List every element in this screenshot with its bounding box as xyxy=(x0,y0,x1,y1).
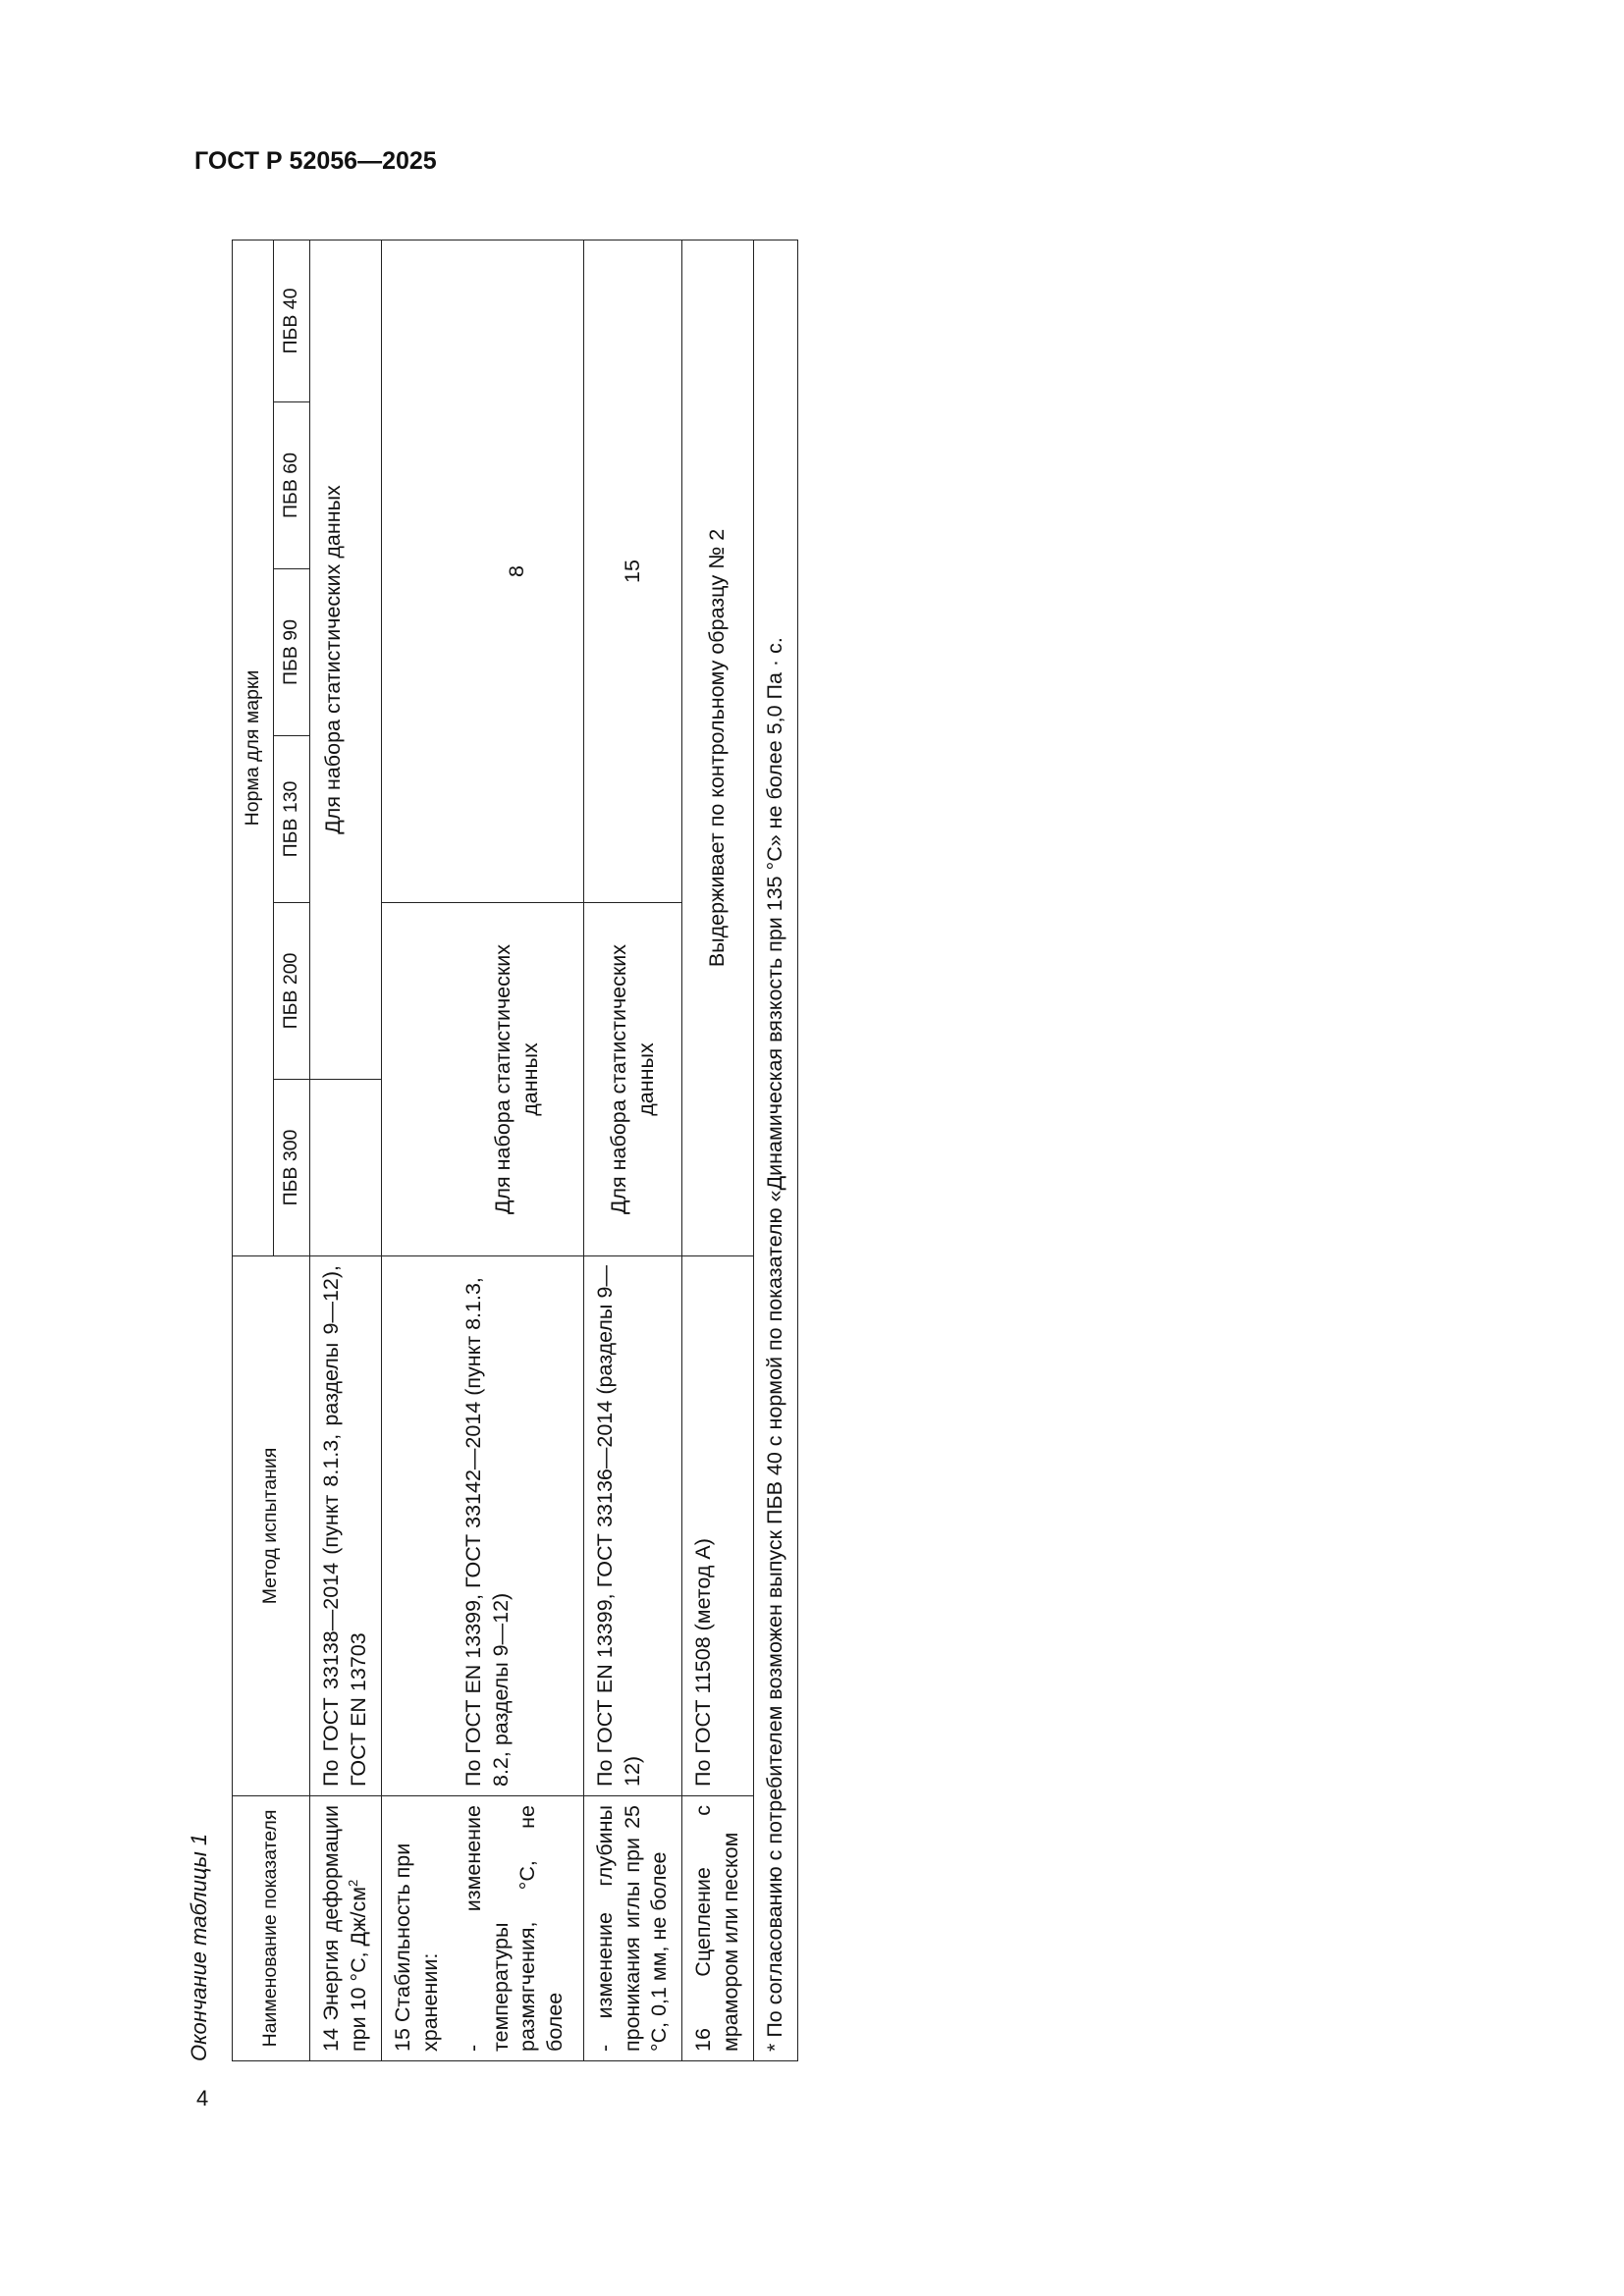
table-row xyxy=(309,240,381,2060)
header-name: Наименование показателя xyxy=(233,1796,310,2061)
grade-pbv40: ПБВ 40 xyxy=(274,240,309,401)
row14-method: По ГОСТ 33138—2014 (пункт 8.1.3, разделы 9—12), ГОСТ EN 13703 xyxy=(309,1256,381,1796)
row14-pbv300-empty xyxy=(309,1080,381,1256)
row15a-method: По ГОСТ EN 13399, ГОСТ 33142—2014 (пункт 8.1.3, 8.2, разделы 9—12) xyxy=(453,1256,584,1796)
document-header: ГОСТ Р 52056—2025 xyxy=(194,147,437,175)
table-footnote: * По согласованию с потребителем возможен выпуск ПБВ 40 с нормой по показателю «Динамическая вязкость при 135 °С» не более 5,0 Па · с. xyxy=(754,240,798,2060)
row15a-value-num: 8 xyxy=(453,240,584,902)
table-caption: Окончание таблицы 1 xyxy=(187,1833,211,2061)
row16-name: 16 Сцепление с мрамором или песком xyxy=(682,1796,754,2061)
row14-value: Для набора статистических данных xyxy=(309,240,381,1079)
rotated-table-block xyxy=(187,196,835,2061)
row14-name-sup: 2 xyxy=(345,1879,360,1887)
row15-values-empty-left xyxy=(381,903,452,1256)
grade-pbv300: ПБВ 300 xyxy=(274,1080,309,1256)
page-number: 4 xyxy=(196,2086,209,2110)
row15a-value-stat: Для набора статистических данных xyxy=(453,903,584,1256)
row15b-value-stat: Для набора статистических данных xyxy=(583,903,682,1256)
table-row xyxy=(453,240,584,2060)
grade-pbv60: ПБВ 60 xyxy=(274,402,309,569)
grade-pbv90: ПБВ 90 xyxy=(274,569,309,736)
table-row xyxy=(381,240,452,2060)
header-row-1 xyxy=(233,240,274,2060)
row15-values-empty-right xyxy=(381,240,452,902)
table-row xyxy=(682,240,754,2060)
norm-table xyxy=(232,240,798,2061)
row15-name: 15 Стабильность при хранении: xyxy=(381,1796,452,2061)
row15a-name: - изменение температуры размягчения, °С, не более xyxy=(453,1796,584,2061)
grade-pbv200: ПБВ 200 xyxy=(274,903,309,1080)
row15-method-empty xyxy=(381,1256,452,1796)
footnote-row xyxy=(754,240,798,2060)
row15b-value-num: 15 xyxy=(583,240,682,902)
row16-value: Выдерживает по контрольному образцу № 2 xyxy=(682,240,754,1255)
table-row xyxy=(583,240,682,2060)
row14-name-text: 14 Энергия деформации при 10 °С, Дж/см xyxy=(318,1805,370,2052)
row15b-name: - изменение глубины проникания иглы при 25 °С, 0,1 мм, не более xyxy=(583,1796,682,2061)
row15b-method: По ГОСТ EN 13399, ГОСТ 33136—2014 (разделы 9—12) xyxy=(583,1256,682,1796)
header-method: Метод испытания xyxy=(233,1256,310,1796)
header-norm: Норма для марки xyxy=(233,240,274,1255)
row14-name xyxy=(309,1796,381,2061)
row16-method: По ГОСТ 11508 (метод А) xyxy=(682,1256,754,1796)
grade-pbv130: ПБВ 130 xyxy=(274,736,309,903)
